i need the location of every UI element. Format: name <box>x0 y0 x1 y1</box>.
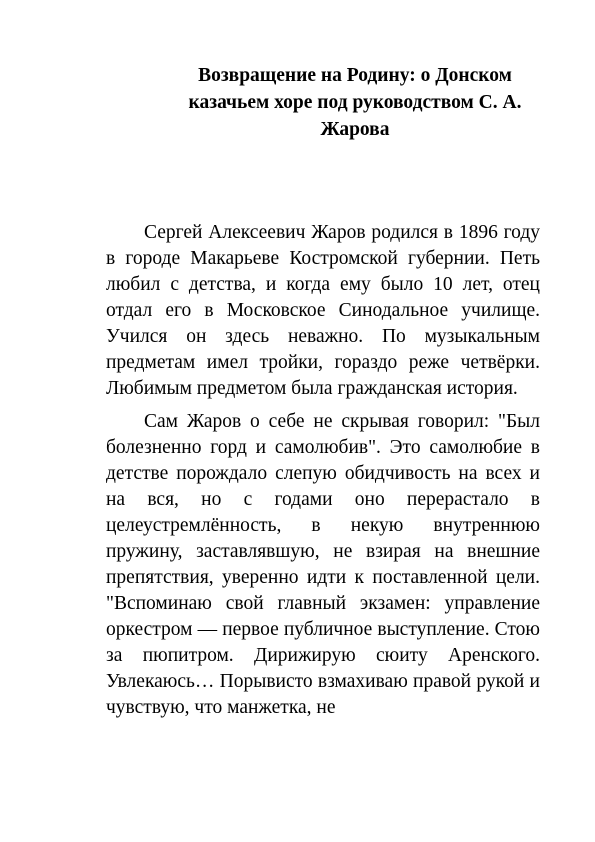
paragraph: Сергей Алексеевич Жаров родился в 1896 году в городе Макарьеве Костромской губернии. Петь любил с детства, и когда ему было 10 лет, отец отдал его в Московское Синодальное училище. Учился он здесь неважно. По музыкальным предметам имел тройки, гораздо реже четвёрки. Любимым предметом была гражданская история. <box>106 222 540 399</box>
title-line: Возвращение на Родину: о Донском <box>198 65 512 86</box>
document-title <box>150 62 560 143</box>
title-line: казачьем хоре под руководством С. А. <box>188 92 522 113</box>
title-line: Жарова <box>320 119 390 140</box>
document-body <box>106 220 540 721</box>
paragraph: Сам Жаров о себе не скрывая говорил: "Был болезненно горд и самолюбив". Это самолюбие в детстве порождало слепую обидчивость на всех и на вся, но с годами оно перерастало в целеустремлённость, в некую внутреннюю пружину, заставлявшую, не взирая на внешние препятствия, уверенно идти к поставленной цели. "Вспоминаю свой главный экзамен: управление оркестром — первое публичное выступление. Стою за пюпитром. Дирижирую сюиту Аренского. Увлекаюсь… Порывисто взмахиваю правой рукой и чувствую, что манжетка, не <box>106 411 540 718</box>
